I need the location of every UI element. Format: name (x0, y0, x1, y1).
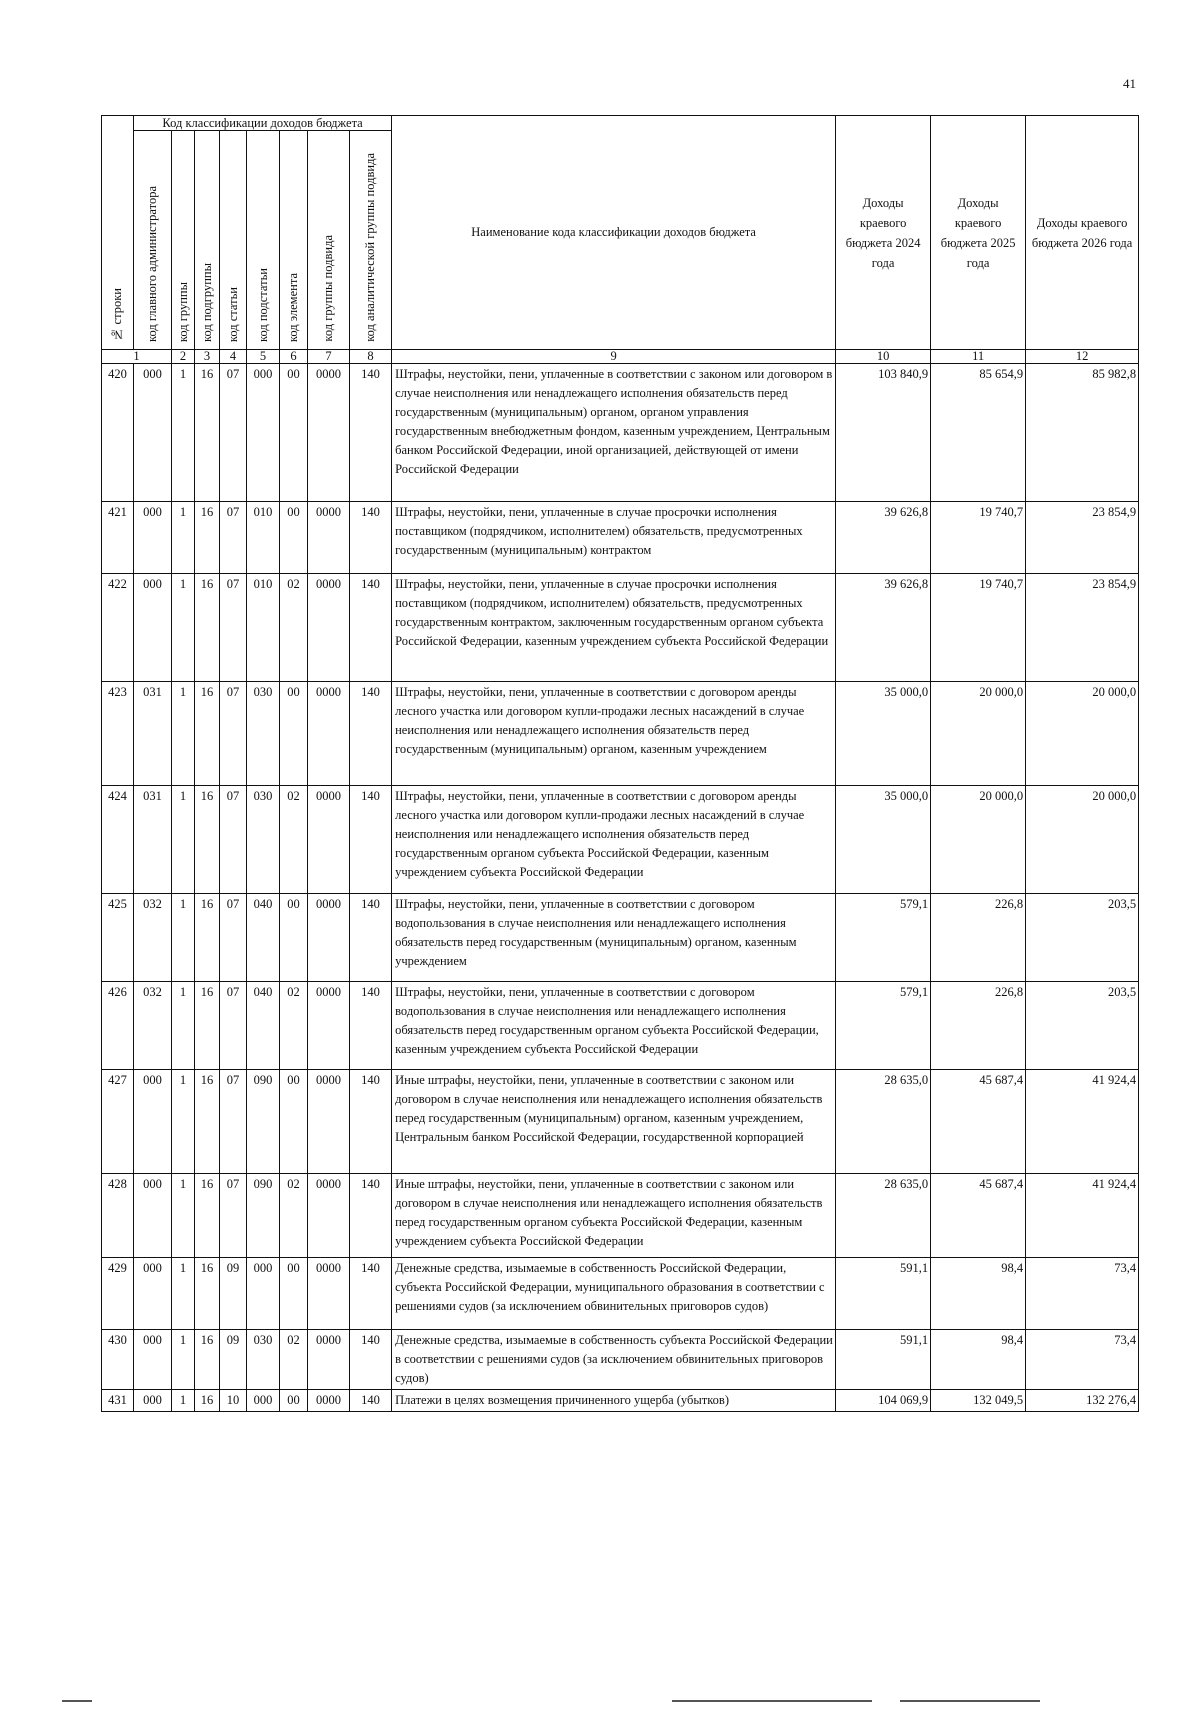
row-number: 428 (102, 1174, 134, 1258)
header-element-code: код элемента (280, 131, 308, 350)
header-income-2026: Доходы краевого бюджета 2026 года (1026, 116, 1139, 350)
table-row (102, 894, 1139, 982)
subgroup-code: 16 (195, 1390, 220, 1412)
income-2025: 19 740,7 (931, 574, 1026, 682)
income-2025: 85 654,9 (931, 364, 1026, 502)
admin-code: 000 (134, 502, 172, 574)
header-subgroup-code: код подгруппы (195, 131, 220, 350)
subarticle-code: 090 (247, 1070, 280, 1174)
income-2025: 98,4 (931, 1258, 1026, 1330)
header-income-2025: Доходы краевого бюджета 2025 года (931, 116, 1026, 350)
admin-code: 000 (134, 574, 172, 682)
group-code: 1 (172, 786, 195, 894)
income-2025: 20 000,0 (931, 682, 1026, 786)
element-code: 00 (280, 364, 308, 502)
analytic-code: 140 (350, 502, 392, 574)
subarticle-code: 040 (247, 894, 280, 982)
header-group-code: код группы (172, 131, 195, 350)
subtype-group-code: 0000 (308, 894, 350, 982)
income-2026: 85 982,8 (1026, 364, 1139, 502)
subgroup-code: 16 (195, 894, 220, 982)
admin-code: 032 (134, 982, 172, 1070)
budget-revenue-table (101, 115, 1139, 1412)
analytic-code: 140 (350, 364, 392, 502)
column-number: 10 (836, 350, 931, 364)
column-number: 12 (1026, 350, 1139, 364)
group-code: 1 (172, 1390, 195, 1412)
table-row (102, 1390, 1139, 1412)
table-row (102, 364, 1139, 502)
income-2026: 203,5 (1026, 982, 1139, 1070)
subgroup-code: 16 (195, 982, 220, 1070)
article-code: 07 (220, 894, 247, 982)
element-code: 02 (280, 982, 308, 1070)
subarticle-code: 010 (247, 574, 280, 682)
analytic-code: 140 (350, 894, 392, 982)
revenue-name: Штрафы, неустойки, пени, уплаченные в соответствии с законом или договором в случае неисполнения или ненадлежащего исполнения обязательств перед государственным (муниципальным) органом, органом управления государственным внебюджетным фондом, казенным учреждением, Центральным банком Российской Федерации, иной организацией, действующей от имени Российской Федерации (392, 364, 836, 502)
revenue-name: Иные штрафы, неустойки, пени, уплаченные в соответствии с законом или договором в случае неисполнения или ненадлежащего исполнения обязательств перед государственным (муниципальным) органом, казенным учреждением, Центральным банком Российской Федерации, государственной корпорацией (392, 1070, 836, 1174)
column-number: 4 (220, 350, 247, 364)
scan-artifact (672, 1700, 872, 1702)
header-subarticle-code: код подстатьи (247, 131, 280, 350)
income-2026: 41 924,4 (1026, 1070, 1139, 1174)
subtype-group-code: 0000 (308, 982, 350, 1070)
income-2026: 41 924,4 (1026, 1174, 1139, 1258)
table-row (102, 682, 1139, 786)
subarticle-code: 010 (247, 502, 280, 574)
element-code: 00 (280, 1390, 308, 1412)
subtype-group-code: 0000 (308, 1174, 350, 1258)
income-2026: 23 854,9 (1026, 502, 1139, 574)
header-analytic-group-code: код аналитической группы подвида (350, 131, 392, 350)
income-2024: 28 635,0 (836, 1174, 931, 1258)
subgroup-code: 16 (195, 364, 220, 502)
article-code: 07 (220, 786, 247, 894)
income-2025: 98,4 (931, 1330, 1026, 1390)
revenue-name: Денежные средства, изымаемые в собственность Российской Федерации, субъекта Российской Федерации, муниципального образования в соответствии с решениями судов (за исключением обвинительных приговоров судов) (392, 1258, 836, 1330)
header-admin-code: код главного администратора (134, 131, 172, 350)
income-2026: 203,5 (1026, 894, 1139, 982)
income-2024: 35 000,0 (836, 682, 931, 786)
revenue-name: Штрафы, неустойки, пени, уплаченные в случае просрочки исполнения поставщиком (подрядчиком, исполнителем) обязательств, предусмотренных государственным (муниципальным) контрактом (392, 502, 836, 574)
analytic-code: 140 (350, 574, 392, 682)
row-number: 430 (102, 1330, 134, 1390)
article-code: 07 (220, 1174, 247, 1258)
table-row (102, 574, 1139, 682)
subarticle-code: 090 (247, 1174, 280, 1258)
subgroup-code: 16 (195, 574, 220, 682)
group-code: 1 (172, 574, 195, 682)
column-number: 7 (308, 350, 350, 364)
row-number: 424 (102, 786, 134, 894)
table-body (102, 364, 1139, 1412)
header-subtype-group-code: код группы подвида (308, 131, 350, 350)
scan-artifact (62, 1700, 92, 1702)
subgroup-code: 16 (195, 1330, 220, 1390)
analytic-code: 140 (350, 1330, 392, 1390)
income-2024: 104 069,9 (836, 1390, 931, 1412)
page-number: 41 (1123, 76, 1136, 91)
element-code: 00 (280, 1258, 308, 1330)
subtype-group-code: 0000 (308, 1258, 350, 1330)
scan-artifact (900, 1700, 1040, 1702)
income-2024: 35 000,0 (836, 786, 931, 894)
income-2024: 591,1 (836, 1258, 931, 1330)
income-2026: 132 276,4 (1026, 1390, 1139, 1412)
article-code: 09 (220, 1330, 247, 1390)
subtype-group-code: 0000 (308, 574, 350, 682)
subgroup-code: 16 (195, 502, 220, 574)
row-number: 420 (102, 364, 134, 502)
element-code: 02 (280, 1330, 308, 1390)
admin-code: 000 (134, 1174, 172, 1258)
subgroup-code: 16 (195, 1174, 220, 1258)
group-code: 1 (172, 364, 195, 502)
element-code: 02 (280, 574, 308, 682)
income-2024: 39 626,8 (836, 502, 931, 574)
subarticle-code: 040 (247, 982, 280, 1070)
subarticle-code: 000 (247, 1390, 280, 1412)
element-code: 00 (280, 894, 308, 982)
column-number: 1 (102, 350, 172, 364)
income-2024: 39 626,8 (836, 574, 931, 682)
revenue-name: Денежные средства, изымаемые в собственность субъекта Российской Федерации в соответствии с решениями судов (за исключением обвинительных приговоров судов) (392, 1330, 836, 1390)
table-row (102, 1330, 1139, 1390)
article-code: 07 (220, 364, 247, 502)
revenue-name: Штрафы, неустойки, пени, уплаченные в соответствии с договором аренды лесного участка или договором купли-продажи лесных насаждений в случае неисполнения или ненадлежащего исполнения обязательств перед государственным (муниципальным) органом, казенным учреждением (392, 682, 836, 786)
income-2026: 20 000,0 (1026, 682, 1139, 786)
article-code: 07 (220, 1070, 247, 1174)
group-code: 1 (172, 1174, 195, 1258)
table-row (102, 1258, 1139, 1330)
income-2025: 226,8 (931, 982, 1026, 1070)
header-income-2024: Доходы краевого бюджета 2024 года (836, 116, 931, 350)
element-code: 02 (280, 786, 308, 894)
table-header (102, 116, 1139, 364)
admin-code: 000 (134, 364, 172, 502)
income-2024: 28 635,0 (836, 1070, 931, 1174)
column-number: 5 (247, 350, 280, 364)
subarticle-code: 000 (247, 364, 280, 502)
revenue-name: Штрафы, неустойки, пени, уплаченные в соответствии с договором водопользования в случае неисполнения или ненадлежащего исполнения обязательств перед государственным органом субъекта Российской Федерации, казенным учреждением субъекта Российской Федерации (392, 982, 836, 1070)
analytic-code: 140 (350, 1174, 392, 1258)
column-number: 11 (931, 350, 1026, 364)
subtype-group-code: 0000 (308, 1070, 350, 1174)
analytic-code: 140 (350, 682, 392, 786)
subgroup-code: 16 (195, 1070, 220, 1174)
table-row (102, 786, 1139, 894)
admin-code: 031 (134, 682, 172, 786)
header-row-no: № строки (102, 116, 134, 350)
admin-code: 000 (134, 1330, 172, 1390)
income-2024: 579,1 (836, 894, 931, 982)
subgroup-code: 16 (195, 786, 220, 894)
row-number: 427 (102, 1070, 134, 1174)
admin-code: 000 (134, 1070, 172, 1174)
column-number: 2 (172, 350, 195, 364)
element-code: 00 (280, 502, 308, 574)
header-classification-code: Код классификации доходов бюджета (134, 116, 392, 131)
subarticle-code: 030 (247, 682, 280, 786)
admin-code: 000 (134, 1390, 172, 1412)
article-code: 09 (220, 1258, 247, 1330)
income-2026: 73,4 (1026, 1258, 1139, 1330)
subgroup-code: 16 (195, 682, 220, 786)
income-2025: 45 687,4 (931, 1174, 1026, 1258)
header-name: Наименование кода классификации доходов бюджета (392, 116, 836, 350)
column-number: 8 (350, 350, 392, 364)
subarticle-code: 030 (247, 1330, 280, 1390)
article-code: 07 (220, 574, 247, 682)
income-2025: 226,8 (931, 894, 1026, 982)
header-article-code: код статьи (220, 131, 247, 350)
row-number: 422 (102, 574, 134, 682)
group-code: 1 (172, 682, 195, 786)
revenue-name: Штрафы, неустойки, пени, уплаченные в соответствии с договором водопользования в случае неисполнения или ненадлежащего исполнения обязательств перед государственным (муниципальным) органом, казенным учреждением (392, 894, 836, 982)
subarticle-code: 030 (247, 786, 280, 894)
table-row (102, 1070, 1139, 1174)
income-2026: 73,4 (1026, 1330, 1139, 1390)
income-2024: 579,1 (836, 982, 931, 1070)
revenue-name: Штрафы, неустойки, пени, уплаченные в случае просрочки исполнения поставщиком (подрядчиком, исполнителем) обязательств, предусмотренных государственным контрактом, заключенным государственным органом субъекта Российской Федерации, казенным учреждением субъекта Российской Федерации (392, 574, 836, 682)
row-number: 429 (102, 1258, 134, 1330)
subtype-group-code: 0000 (308, 502, 350, 574)
income-2025: 132 049,5 (931, 1390, 1026, 1412)
subtype-group-code: 0000 (308, 364, 350, 502)
subtype-group-code: 0000 (308, 682, 350, 786)
admin-code: 031 (134, 786, 172, 894)
subarticle-code: 000 (247, 1258, 280, 1330)
column-number: 6 (280, 350, 308, 364)
income-2025: 45 687,4 (931, 1070, 1026, 1174)
article-code: 07 (220, 502, 247, 574)
column-number: 3 (195, 350, 220, 364)
table-row (102, 1174, 1139, 1258)
group-code: 1 (172, 982, 195, 1070)
income-2025: 20 000,0 (931, 786, 1026, 894)
column-numbers-row (102, 350, 1139, 364)
analytic-code: 140 (350, 1390, 392, 1412)
row-number: 423 (102, 682, 134, 786)
revenue-name: Иные штрафы, неустойки, пени, уплаченные в соответствии с законом или договором в случае неисполнения или ненадлежащего исполнения обязательств перед государственным органом субъекта Российской Федерации, казенным учреждением субъекта Российской Федерации (392, 1174, 836, 1258)
group-code: 1 (172, 502, 195, 574)
revenue-name: Платежи в целях возмещения причиненного ущерба (убытков) (392, 1390, 836, 1412)
revenue-name: Штрафы, неустойки, пени, уплаченные в соответствии с договором аренды лесного участка или договором купли-продажи лесных насаждений в случае неисполнения или ненадлежащего исполнения обязательств перед государственным органом субъекта Российской Федерации, казенным учреждением субъекта Российской Федерации (392, 786, 836, 894)
element-code: 00 (280, 682, 308, 786)
group-code: 1 (172, 1070, 195, 1174)
row-number: 431 (102, 1390, 134, 1412)
income-2024: 103 840,9 (836, 364, 931, 502)
table-row (102, 982, 1139, 1070)
subtype-group-code: 0000 (308, 786, 350, 894)
row-number: 421 (102, 502, 134, 574)
table-row (102, 502, 1139, 574)
row-number: 426 (102, 982, 134, 1070)
article-code: 07 (220, 682, 247, 786)
element-code: 02 (280, 1174, 308, 1258)
subtype-group-code: 0000 (308, 1330, 350, 1390)
income-2026: 23 854,9 (1026, 574, 1139, 682)
analytic-code: 140 (350, 786, 392, 894)
income-2025: 19 740,7 (931, 502, 1026, 574)
article-code: 10 (220, 1390, 247, 1412)
group-code: 1 (172, 894, 195, 982)
subgroup-code: 16 (195, 1258, 220, 1330)
article-code: 07 (220, 982, 247, 1070)
group-code: 1 (172, 1258, 195, 1330)
income-2024: 591,1 (836, 1330, 931, 1390)
analytic-code: 140 (350, 982, 392, 1070)
row-number: 425 (102, 894, 134, 982)
admin-code: 032 (134, 894, 172, 982)
analytic-code: 140 (350, 1258, 392, 1330)
income-2026: 20 000,0 (1026, 786, 1139, 894)
group-code: 1 (172, 1330, 195, 1390)
analytic-code: 140 (350, 1070, 392, 1174)
admin-code: 000 (134, 1258, 172, 1330)
element-code: 00 (280, 1070, 308, 1174)
subtype-group-code: 0000 (308, 1390, 350, 1412)
column-number: 9 (392, 350, 836, 364)
